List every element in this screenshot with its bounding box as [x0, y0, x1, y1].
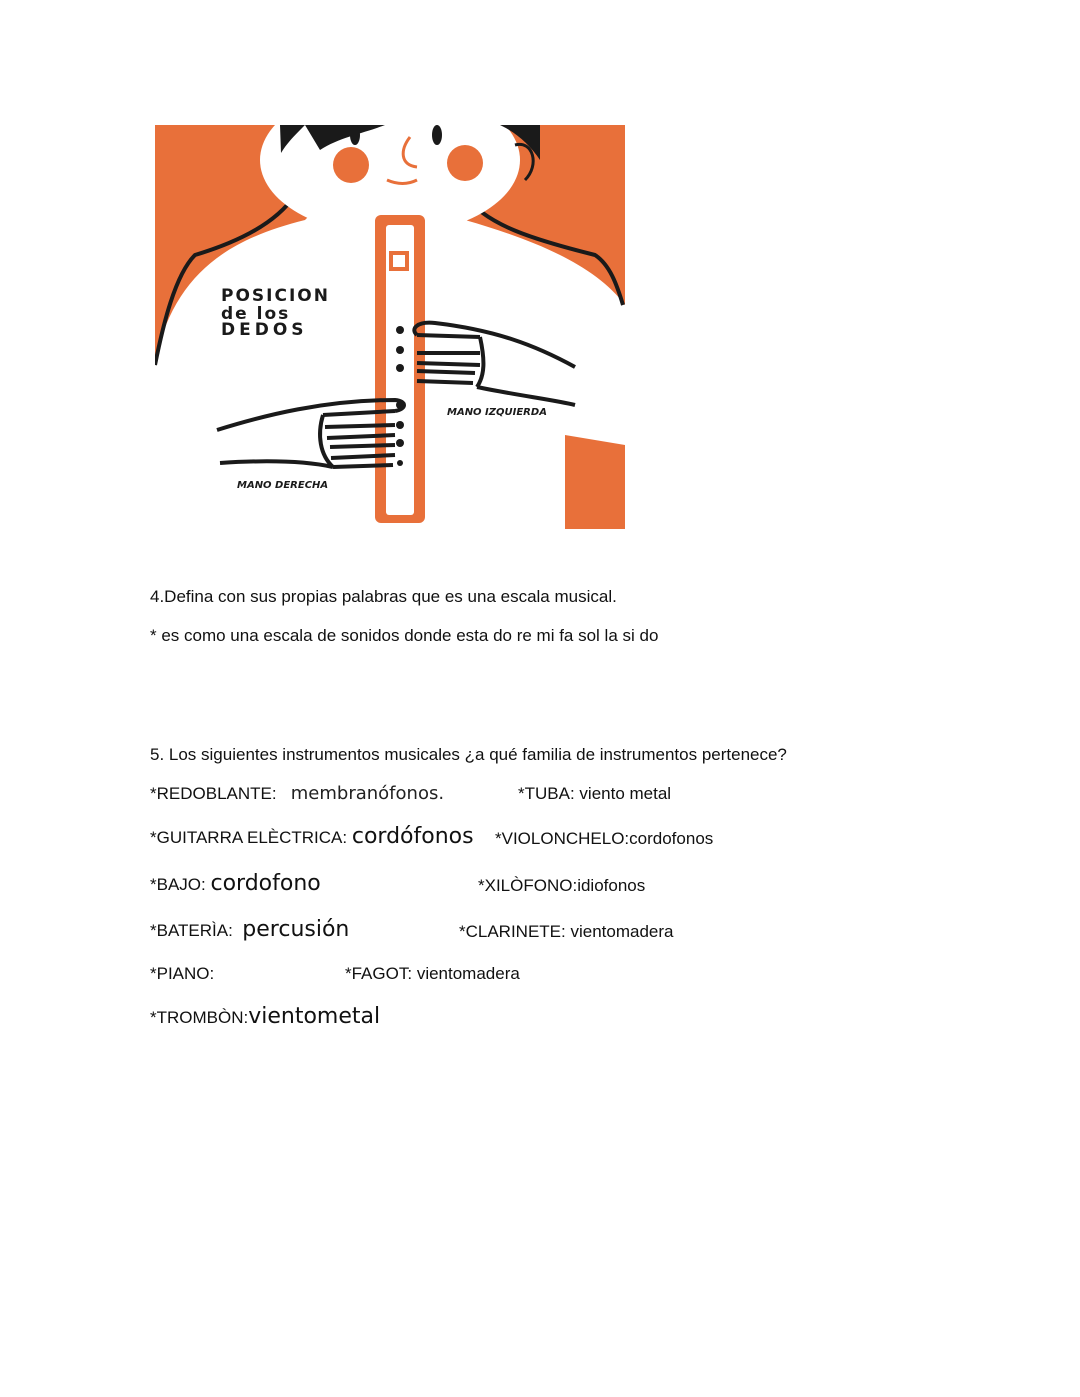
item-piano: [150, 963, 214, 985]
recorder-fingering-illustration: [155, 125, 625, 529]
question-4: 4.Defina con sus propias palabras que es una escala musical.: [150, 587, 617, 606]
item-label: *PIANO:: [150, 964, 215, 983]
item-answer: vientometal: [248, 1004, 381, 1029]
item-answer: idiofonos: [577, 876, 646, 895]
hole-3: [396, 364, 404, 372]
eye-right: [432, 125, 442, 145]
item-label: *GUITARRA ELÈCTRICA:: [150, 828, 348, 847]
eye-left: [350, 125, 360, 145]
item-tuba: [518, 783, 671, 805]
item-xilofono: [478, 875, 645, 897]
hole-1: [396, 326, 404, 334]
item-label: *FAGOT:: [345, 964, 413, 983]
item-label: *BATERÌA:: [150, 921, 233, 940]
item-violonchelo: [495, 828, 713, 850]
hole-7: [397, 460, 403, 466]
item-label: *CLARINETE:: [459, 922, 566, 941]
illustration-title-line2: de los: [221, 304, 291, 324]
item-label: *REDOBLANTE:: [150, 784, 277, 803]
item-label: *TUBA:: [518, 784, 575, 803]
hole-2: [396, 346, 404, 354]
left-hand-label: MANO IZQUIERDA: [447, 407, 547, 418]
item-bateria: [150, 919, 349, 942]
question-5: 5. Los siguientes instrumentos musicales ¿a qué familia de instrumentos pertenece?: [150, 745, 787, 764]
cheek-left: [333, 147, 369, 183]
cheek-right: [447, 145, 483, 181]
item-answer: cordófonos: [351, 824, 474, 849]
item-label: *TROMBÒN:: [150, 1008, 249, 1027]
item-answer: vientomadera: [416, 964, 520, 983]
hole-5: [396, 421, 404, 429]
item-label: *VIOLONCHELO:: [495, 829, 630, 848]
item-answer: cordofono: [210, 871, 321, 896]
item-answer: viento metal: [579, 784, 672, 803]
hole-6: [396, 439, 404, 447]
item-trombon: [150, 1006, 380, 1029]
right-hand-label: MANO DERECHA: [237, 480, 329, 491]
illustration-title-line1: POSICION: [221, 286, 330, 306]
answer-4: * es como una escala de sonidos donde esta do re mi fa sol la si do: [150, 626, 659, 645]
item-answer: vientomadera: [570, 922, 674, 941]
item-answer: membranófonos.: [290, 783, 445, 804]
item-label: *BAJO:: [150, 875, 206, 894]
illustration-title-line3: DEDOS: [221, 320, 308, 340]
item-label: *XILÒFONO:: [478, 876, 578, 895]
item-bajo: [150, 873, 321, 896]
orange-block-right: [565, 435, 625, 529]
item-guitarra-electrica: [150, 826, 474, 849]
item-fagot: [345, 963, 520, 985]
item-clarinete: [459, 921, 674, 943]
item-answer: cordofonos: [629, 829, 714, 848]
item-redoblante: [150, 783, 444, 805]
item-answer: percusión: [242, 917, 350, 942]
